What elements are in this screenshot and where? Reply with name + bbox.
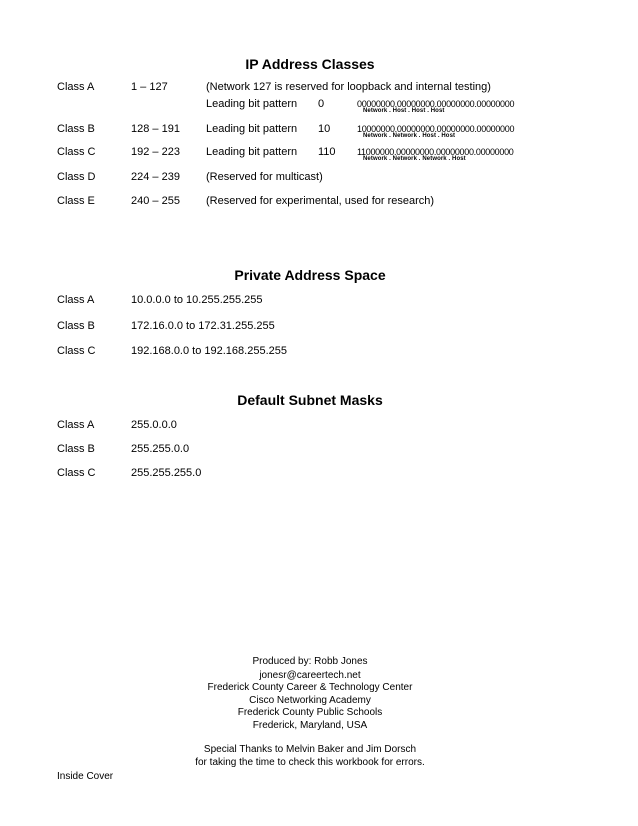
mask-c-value: 255.255.255.0 [131,467,202,479]
credit-line: Frederick County Career & Technology Center [207,682,413,693]
class-b-name: Class B [57,123,95,135]
class-e-note: (Reserved for experimental, used for research) [206,195,435,207]
class-c-pattern-label: Leading bit pattern [206,146,298,158]
masks-title: Default Subnet Masks [237,392,383,408]
class-c-pattern-bits: 110 [318,146,336,158]
mask-b-value: 255.255.0.0 [131,443,190,455]
mask-a-name: Class A [57,419,95,431]
private-c-range: 192.168.0.0 to 192.168.255.255 [131,345,287,357]
mask-b-name: Class B [57,443,95,455]
classes-title: IP Address Classes [245,56,375,72]
class-b-pattern-label: Leading bit pattern [206,123,298,135]
class-c-range: 192 – 223 [131,146,180,158]
private-a-range: 10.0.0.0 to 10.255.255.255 [131,294,263,306]
thanks-line: for taking the time to check this workbook for errors. [195,757,425,768]
class-a-binary: 00000000.00000000.00000000.00000000 [357,99,515,109]
class-a-note: (Network 127 is reserved for loopback and internal testing) [206,81,491,93]
class-d-name: Class D [57,171,96,183]
footer-label: Inside Cover [57,771,114,782]
class-e-range: 240 – 255 [131,195,180,207]
class-a-pattern-bits: 0 [318,98,325,110]
class-b-fields: Network . Network . Host . Host [363,133,456,139]
class-a-pattern-label: Leading bit pattern [206,98,298,110]
class-d-range: 224 – 239 [131,171,180,183]
class-e-name: Class E [57,195,95,207]
credit-line: Produced by: Robb Jones [252,656,368,667]
class-c-fields: Network . Network . Network . Host [363,156,466,162]
class-a-name: Class A [57,81,95,93]
credit-line: jonesr@careertech.net [259,670,361,681]
private-a-name: Class A [57,294,95,306]
class-c-binary: 11000000.00000000.00000000.00000000 [357,147,514,157]
private-b-name: Class B [57,320,95,332]
class-b-binary: 10000000.00000000.00000000.00000000 [357,124,515,134]
credit-line: Frederick County Public Schools [237,707,383,718]
credit-line: Cisco Networking Academy [249,695,371,706]
class-d-note: (Reserved for multicast) [206,171,323,183]
class-a-fields: Network . Host . Host . Host [363,108,445,114]
thanks-line: Special Thanks to Melvin Baker and Jim Dorsch [203,744,417,755]
class-a-range: 1 – 127 [131,81,168,93]
private-b-range: 172.16.0.0 to 172.31.255.255 [131,320,275,332]
class-b-pattern-bits: 10 [318,123,331,135]
class-c-name: Class C [57,146,96,158]
class-b-range: 128 – 191 [131,123,180,135]
mask-c-name: Class C [57,467,96,479]
private-c-name: Class C [57,345,96,357]
private-title: Private Address Space [234,267,386,283]
credit-line: Frederick, Maryland, USA [252,720,368,731]
mask-a-value: 255.0.0.0 [131,419,177,431]
